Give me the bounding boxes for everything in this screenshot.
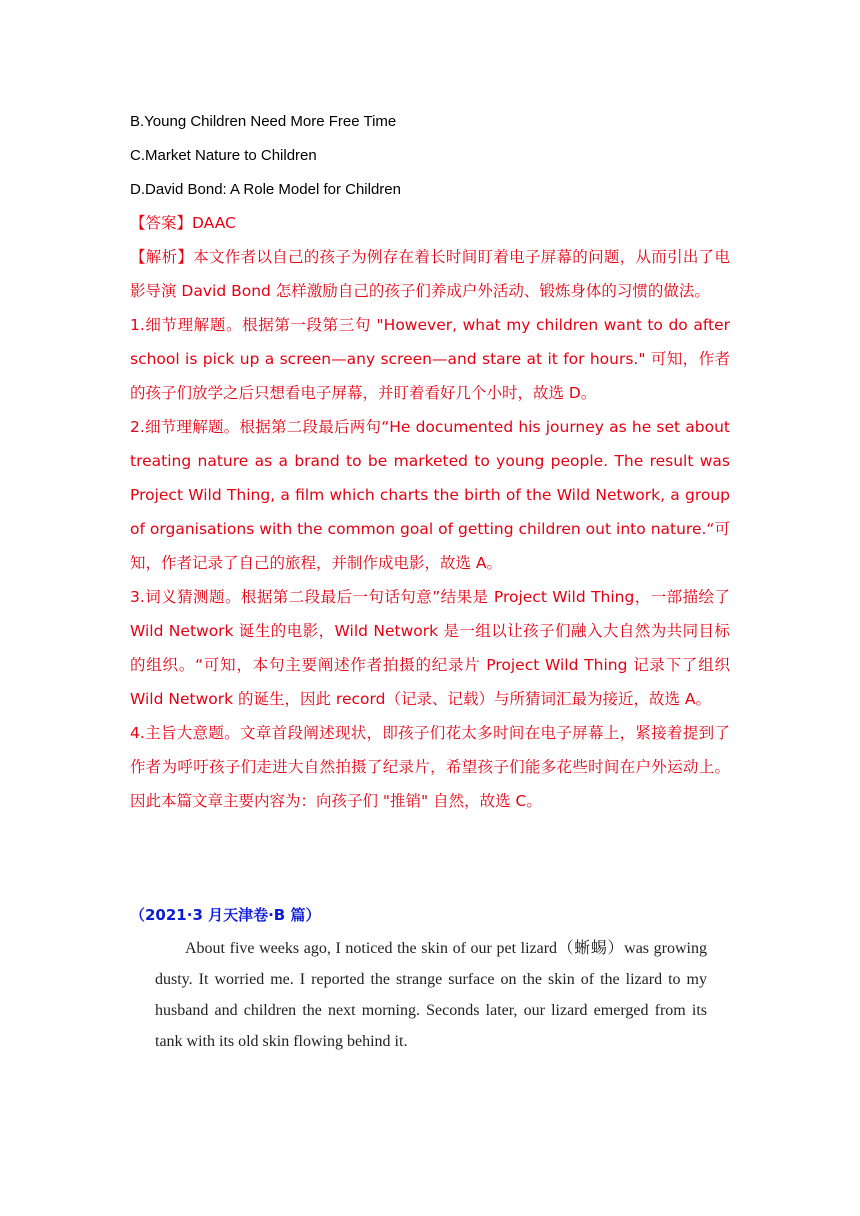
answer-label: 【答案】 — [130, 214, 193, 232]
explanation-3: 3.词义猜测题。根据第二段最后一句话句意”结果是 Project Wild Thing，一部描绘了 Wild Network 诞生的电影，Wild Network 是一组以让孩子们融入大自然为共同目标的组织。“可知，本句主要阐述作者拍摄的纪录片 Project Wild Thing 记录下了组织 Wild Network 的诞生，因此 record（记录、记载）与所猜词汇最为接近，故选 A。 — [130, 588, 730, 708]
option-d: D.David Bond: A Role Model for Children — [130, 181, 401, 198]
explanation-2: 2.细节理解题。根据第二段最后两句“He documented his journey as he set about treating nature as a brand to be marketed to young people. The result was Project Wild Thing, a film which charts the birth of the Wild Network, a group of organisations with the common goal of getting children out into nature.“可知，作者记录了自己的旅程，并制作成电影，故选 A。 — [130, 418, 730, 572]
option-b: B.Young Children Need More Free Time — [130, 113, 397, 130]
answer-line — [130, 206, 730, 240]
answer-explanation-block — [130, 206, 730, 818]
analysis-text: 本文作者以自己的孩子为例存在着长时间盯着电子屏幕的问题，从而引出了电影导演 David Bond 怎样激励自己的孩子们养成户外活动、锻炼身体的习惯的做法。 — [130, 248, 730, 300]
section-heading: （2021·3 月天津卷·B 篇） — [130, 906, 321, 924]
analysis-paragraph — [130, 240, 730, 308]
answer-value: DAAC — [192, 214, 236, 232]
explanation-4: 4.主旨大意题。文章首段阐述现状，即孩子们花太多时间在电子屏幕上，紧接着提到了作者为呼吁孩子们走进大自然拍摄了纪录片，希望孩子们能多花些时间在户外运动上。因此本篇文章主要内容为：向孩子们 "推销" 自然，故选 C。 — [130, 724, 730, 810]
option-c: C.Market Nature to Children — [130, 147, 317, 164]
reading-passage: About five weeks ago, I noticed the skin of our pet lizard（蜥蜴）was growing dusty. It worried me. I reported the strange surface on the skin of the lizard to my husband and children the next morning. Seconds later, our lizard emerged from its tank with its old skin flowing behind it. — [155, 940, 707, 1050]
explanation-1: 1.细节理解题。根据第一段第三句 "However, what my children want to do after school is pick up a screen—any screen—and stare at it for hours." 可知，作者的孩子们放学之后只想看电子屏幕，并盯着看好几个小时，故选 D。 — [130, 316, 730, 402]
analysis-label: 【解析】 — [130, 248, 194, 266]
